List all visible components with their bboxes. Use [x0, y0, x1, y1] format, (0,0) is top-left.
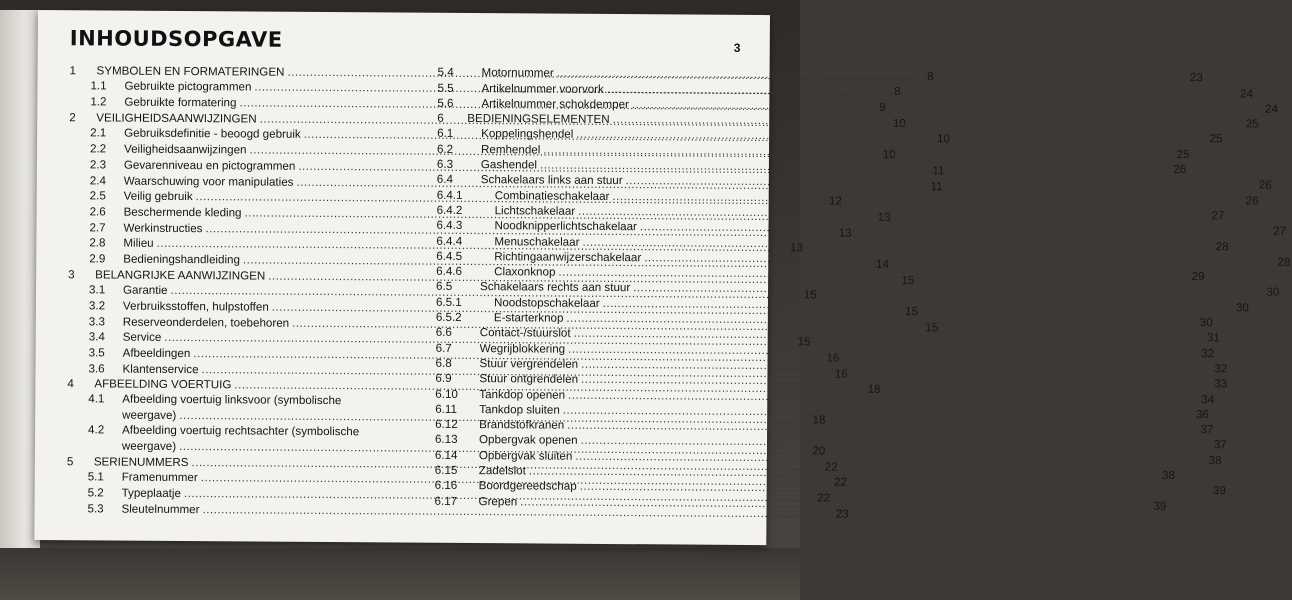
toc-entry-number: 5.2 [87, 486, 104, 500]
toc-entry-page: 28 [1277, 255, 1291, 269]
toc-entry-page: 15 [901, 273, 915, 287]
toc-entry-title: Wegrijblokkering [479, 341, 566, 356]
toc-entry-page: 18 [812, 413, 826, 427]
table-surface [0, 548, 800, 600]
toc-entry-title: Opbergvak sluiten [478, 448, 573, 463]
toc-entry-number: 6.5.2 [435, 310, 462, 325]
toc-entry-title: Zadelslot [478, 464, 526, 478]
toc-entry-title: Tankdop sluiten [479, 402, 560, 417]
toc-entry-number: 6.11 [435, 402, 457, 416]
toc-entry-page: 33 [1214, 377, 1228, 391]
toc-entry-number: 1.2 [90, 95, 107, 109]
toc-entry-title: Noodstopschakelaar [493, 295, 600, 310]
toc-entry-page: 15 [905, 305, 919, 319]
toc-entry-title: Opbergvak openen [478, 433, 578, 448]
toc-entry-page: 26 [1258, 178, 1272, 192]
toc-entry-number: 5.4 [437, 66, 454, 80]
toc-entry-number: 6.5.1 [435, 295, 462, 309]
toc-entry-title: Verbruiksstoffen, hulpstoffen [122, 299, 269, 314]
toc-entry-title: Garantie [122, 283, 168, 298]
toc-entry-title: Boordgereedschap [478, 479, 577, 494]
toc-entry-title: SERIENUMMERS [93, 454, 189, 469]
toc-entry-number: 6.6 [435, 326, 452, 340]
toc-entry-number: 2.5 [89, 189, 106, 203]
toc-entry-title: Menuschakelaar [494, 234, 580, 249]
toc-entry-page: 20 [812, 444, 826, 458]
toc-entry-number: 2.4 [89, 173, 106, 187]
toc-entry-number: 3.1 [88, 283, 106, 297]
toc-entry-title: Klantenservice [122, 362, 199, 376]
toc-entry-title-cont: weergave) [121, 439, 177, 453]
toc-entry-page: 30 [1266, 286, 1280, 300]
toc-entry-number: 6.1 [437, 127, 454, 141]
toc-entry-number: 6.4.2 [436, 203, 463, 217]
toc-entry-number: 2.7 [89, 220, 106, 235]
toc-entry-title: Brandstofkranen [479, 418, 565, 432]
toc-entry-number: 4 [67, 377, 74, 391]
toc-entry-page: 10 [892, 116, 906, 130]
toc-entry-number: 6.4 [436, 173, 453, 187]
toc-entry-title: SYMBOLEN EN FORMATERINGEN [96, 64, 285, 79]
toc-entry-number: 2.1 [90, 126, 107, 140]
toc-entry-number: 6 [437, 111, 444, 126]
page-number: 3 [733, 40, 741, 55]
toc-entry-page: 32 [1214, 362, 1228, 376]
toc-entry-page: 22 [833, 475, 847, 489]
toc-entry-page: 37 [1200, 423, 1214, 437]
toc-entry-number: 5.1 [87, 470, 104, 484]
toc-entry-page: 23 [835, 507, 849, 521]
toc-entry-title: Stuur ontgrendelen [479, 372, 579, 387]
toc-entry-title: Schakelaars rechts aan stuur [480, 280, 631, 295]
toc-entry-number: 6.14 [434, 448, 458, 462]
toc-entry-page: 34 [1201, 392, 1215, 406]
toc-entry-number: 4.1 [88, 392, 105, 406]
toc-entry-number: 5.6 [437, 96, 454, 110]
toc-entry-title: Koppelingshendel [481, 127, 574, 142]
toc-entry-title: Combinatieschakelaar [494, 188, 610, 203]
toc-entry-page: 23 [1189, 71, 1203, 85]
toc-entry-page: 26 [1245, 194, 1259, 208]
toc-entry-page: 24 [1240, 86, 1254, 101]
toc-entry-number: 2.9 [89, 252, 106, 266]
toc-entry-page: 13 [838, 226, 852, 240]
toc-entry-page: 11 [932, 164, 945, 178]
toc-entry-page: 30 [1199, 316, 1213, 330]
toc-entry-number: 3.2 [88, 299, 106, 313]
toc-entry-title: Artikelnummer schokdemper [481, 96, 629, 112]
toc-entry-title: Service [122, 330, 162, 345]
toc-entry-title-cont: weergave) [122, 408, 177, 423]
toc-entry-number: 6.8 [435, 356, 452, 370]
toc-entry-number: 2 [69, 110, 76, 125]
toc-entry-number: 6.13 [434, 433, 458, 447]
toc-entry-title: Gebruiksdefinitie - beoogd gebruik [124, 127, 301, 142]
toc-entry-page: 27 [1273, 224, 1287, 238]
toc-entry-page: 36 [1195, 407, 1209, 422]
toc-entry-page: 25 [1176, 147, 1190, 161]
toc-entry-page: 14 [876, 257, 890, 271]
toc-entry-title: Milieu [123, 236, 154, 251]
toc-entry-page: 13 [789, 241, 803, 255]
toc-entry-title: Bedieningshandleiding [123, 252, 240, 267]
toc-entry-title: Artikelnummer voorvork [481, 81, 604, 96]
toc-entry-title: Typeplaatje [121, 486, 181, 500]
toc-entry-number: 6.9 [435, 372, 452, 386]
toc-entry-title: Afbeelding voertuig linksvoor (symbolische [122, 393, 342, 408]
toc-entry-title: Remhendel [480, 142, 541, 157]
toc-entry-number: 2.2 [89, 142, 107, 156]
toc-entry-number: 3.5 [88, 346, 105, 360]
toc-entry-page: 16 [826, 351, 840, 365]
toc-entry-title: BEDIENINGSELEMENTEN [467, 112, 610, 127]
toc-entry-title: Veilig gebruik [123, 189, 193, 204]
toc-entry-number: 2.8 [89, 236, 106, 250]
toc-entry-number: 3.6 [88, 362, 105, 376]
toc-entry-number: 6.4.1 [436, 188, 463, 202]
toc-entry-title: Beschermende kleding [123, 205, 242, 220]
toc-entry-number: 6.3 [436, 157, 454, 171]
toc-entry-title: Veiligheidsaanwijzingen [123, 142, 247, 157]
toc-entry-title: Contact-/stuurslot [479, 326, 571, 341]
toc-entry-title: Gevarenniveau en pictogrammen [123, 158, 296, 173]
toc-entry-number: 3 [68, 267, 75, 281]
toc-entry-title: Schakelaars links aan stuur [480, 173, 623, 188]
toc-entry-title: Noodknipperlichtschakelaar [494, 219, 637, 234]
toc-entry-page: 11 [930, 179, 943, 193]
toc-entry-page: 25 [1245, 117, 1259, 131]
toc-entry-title: Werkinstructies [123, 221, 203, 235]
toc-entry-page: 8 [927, 69, 934, 83]
toc-entry-title: Lichtschakelaar [494, 204, 576, 218]
toc-entry-number: 6.17 [434, 494, 458, 508]
toc-entry-page: 9 [879, 100, 886, 114]
toc-entry-number: 6.15 [434, 463, 458, 477]
toc-entry-page: 25 [1209, 132, 1223, 146]
toc-entry-number: 6.10 [435, 387, 458, 401]
toc-entry-number: 1.1 [90, 79, 107, 93]
toc-entry-page: 28 [1215, 239, 1229, 253]
toc-entry-title: AFBEELDING VOERTUIG [94, 377, 232, 392]
toc-entry-number: 3.3 [88, 315, 105, 329]
toc-entry-page: 13 [877, 210, 891, 224]
toc-entry-number: 3.4 [88, 330, 105, 344]
toc-entry-page: 29 [1191, 270, 1205, 284]
toc-entry-number: 6.4.5 [436, 249, 463, 263]
toc-entry-page: 10 [936, 132, 950, 146]
toc-entry-title: E-starterknop [493, 311, 564, 325]
toc-entry-page: 15 [925, 320, 939, 334]
toc-entry-number: 6.4.3 [436, 219, 463, 233]
toc-entry-number: 5 [66, 454, 74, 468]
toc-entry-page: 31 [1206, 331, 1220, 345]
toc-entry-title: Claxonknop [494, 265, 556, 279]
toc-entry-title: BELANGRIJKE AANWIJZINGEN [95, 268, 266, 283]
page-title: INHOUDSOPGAVE [69, 26, 283, 52]
toc-entry-number: 6.12 [435, 417, 458, 432]
toc-entry-number: 4.2 [88, 423, 105, 437]
toc-entry-page: 27 [1211, 209, 1225, 223]
toc-entry-title: Grepen [478, 494, 518, 508]
toc-entry-number: 2.3 [89, 158, 107, 172]
toc-entry-page: 37 [1213, 438, 1227, 452]
toc-entry-page: 18 [867, 383, 881, 397]
toc-entry-title: Richtingaanwijzerschakelaar [494, 250, 642, 265]
toc-entry-page: 16 [834, 367, 848, 381]
toc-entry-title: Framenummer [121, 470, 198, 485]
toc-entry-title: Gebruikte formatering [124, 95, 237, 110]
toc-entry-number: 1 [69, 63, 77, 77]
toc-entry-page: 39 [1153, 499, 1167, 513]
toc-entry-page: 24 [1265, 102, 1279, 116]
toc-entry-page: 15 [803, 288, 817, 302]
toc-entry-page: 39 [1212, 484, 1226, 498]
toc-entry-number: 6.2 [436, 142, 454, 156]
toc-entry-number: 5.3 [87, 501, 104, 516]
toc-entry-title: Sleutelnummer [121, 502, 200, 516]
toc-entry-title: Afbeelding voertuig rechtsachter (symbolische [122, 423, 360, 439]
toc-entry-number: 6.4.6 [436, 264, 463, 279]
toc-entry-title: Waarschuwing voor manipulaties [123, 174, 294, 189]
toc-entry-title: Tankdop openen [479, 387, 566, 402]
toc-entry-number: 5.5 [437, 81, 454, 95]
toc-entry-page: 38 [1208, 453, 1222, 467]
toc-entry-page: 10 [882, 148, 896, 162]
toc-entry-page: 26 [1173, 163, 1187, 177]
toc-entry-title: Gashendel [480, 158, 538, 172]
toc-entry-page: 15 [797, 335, 811, 349]
toc-entry-number: 6.5 [436, 280, 453, 294]
toc-entry-page: 30 [1235, 301, 1249, 315]
toc-entry-number: 6.7 [435, 341, 452, 355]
toc-entry-title: Stuur vergrendelen [479, 357, 579, 371]
toc-entry-number: 2.6 [89, 205, 106, 219]
toc-entry-title: VEILIGHEIDSAANWIJZINGEN [96, 111, 257, 126]
toc-entry-page: 32 [1201, 346, 1215, 360]
toc-entry-page: 12 [828, 194, 842, 208]
toc-entry-number: 6.4.4 [436, 234, 463, 248]
toc-entry-title: Motornummer [481, 66, 554, 80]
manual-page [34, 10, 1291, 545]
toc-entry-title: Afbeeldingen [122, 346, 191, 361]
toc-entry-page: 38 [1162, 468, 1176, 482]
toc-entry-number: 6.16 [434, 479, 458, 493]
toc-entry-title: Reserveonderdelen, toebehoren [122, 315, 290, 330]
toc-entry-page: 22 [824, 460, 838, 474]
toc-entry-page: 8 [894, 85, 901, 99]
toc-entry-page: 22 [817, 491, 831, 505]
toc-entry-title: Gebruikte pictogrammen [124, 79, 252, 94]
